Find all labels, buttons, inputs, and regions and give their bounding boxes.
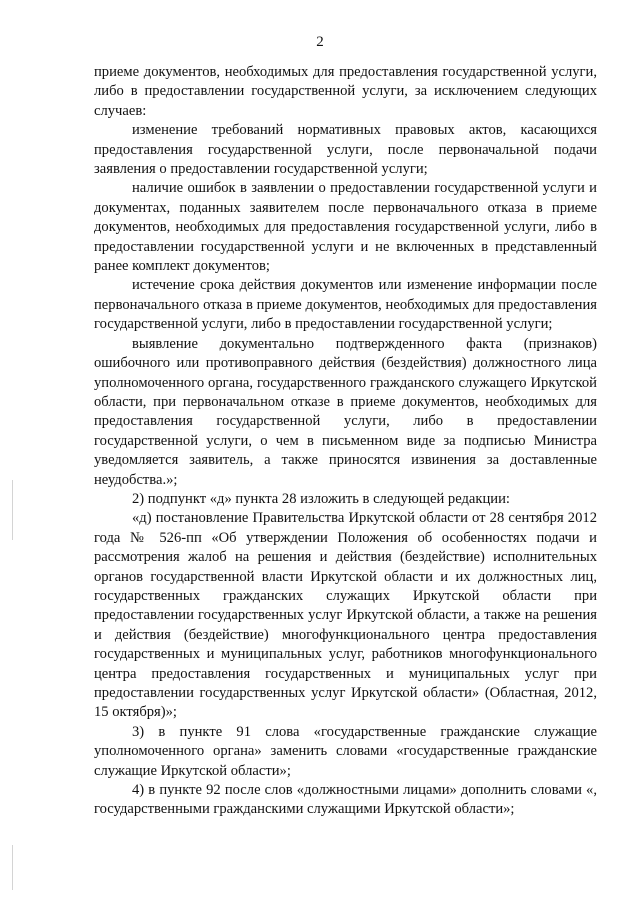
- scan-edge-mark: [12, 480, 13, 540]
- paragraph: выявление документально подтвержденного факта (признаков) ошибочного или противоправного действия (бездействия) должностного лица уполномоченного органа, государственного гражданского служащего Иркутской области, при первоначальном отказе в приеме документов, необходимых для предоставления государственной услуги, либо в предоставлении государственной услуги, о чем в письменном виде за подписью Министра уведомляется заявитель, а также приносятся извинения за доставленные неудобства.»;: [94, 335, 597, 488]
- page-number: 2: [316, 34, 324, 50]
- document-body: [94, 63, 597, 820]
- paragraph: истечение срока действия документов или изменение информации после первоначального отказа в приеме документов, необходимых для предоставления государственной услуги, либо в предоставлении государственной услуги;: [94, 277, 597, 333]
- paragraph: «д) постановление Правительства Иркутской области от 28 сентября 2012 года № 526-пп «Об утверждении Положения об особенностях подачи и рассмотрения жалоб на решения и действия (бездействие) исполнительных органов государственной власти Иркутской области и их должностных лиц, государственных гражданских служащих Иркутской области при предоставлении государственных услуг Иркутской области, а также на решения и действия (бездействие) многофункционального центра предоставления государственных и муниципальных услуг, работников многофункционального центра предоставления государственных и муниципальных услуг при предоставлении государственных услуг Иркутской области» (Областная, 2012, 15 октября)»;: [94, 510, 597, 721]
- scan-edge-mark: [12, 845, 13, 890]
- paragraph: изменение требований нормативных правовых актов, касающихся предоставления государственной услуги, после первоначальной подачи заявления о предоставлении государственной услуги;: [94, 122, 597, 178]
- paragraph: 3) в пункте 91 слова «государственные гражданские служащие уполномоченного органа» заменить словами «государственные гражданские служащие Иркутской области»;: [94, 723, 597, 779]
- paragraph: наличие ошибок в заявлении о предоставлении государственной услуги и документах, поданных заявителем после первоначального отказа в приеме документов, необходимых для предоставления государственной услуги, либо в предоставлении государственной услуги и не включенных в представленный ранее комплект документов;: [94, 180, 597, 275]
- paragraph: приеме документов, необходимых для предоставления государственной услуги, либо в предоставлении государственной услуги, за исключением следующих случаев:: [94, 64, 597, 119]
- paragraph: 4) в пункте 92 после слов «должностными лицами» дополнить словами «, государственными гражданскими служащими Иркутской области»;: [94, 782, 597, 818]
- paragraph: 2) подпункт «д» пункта 28 изложить в следующей редакции:: [132, 490, 510, 507]
